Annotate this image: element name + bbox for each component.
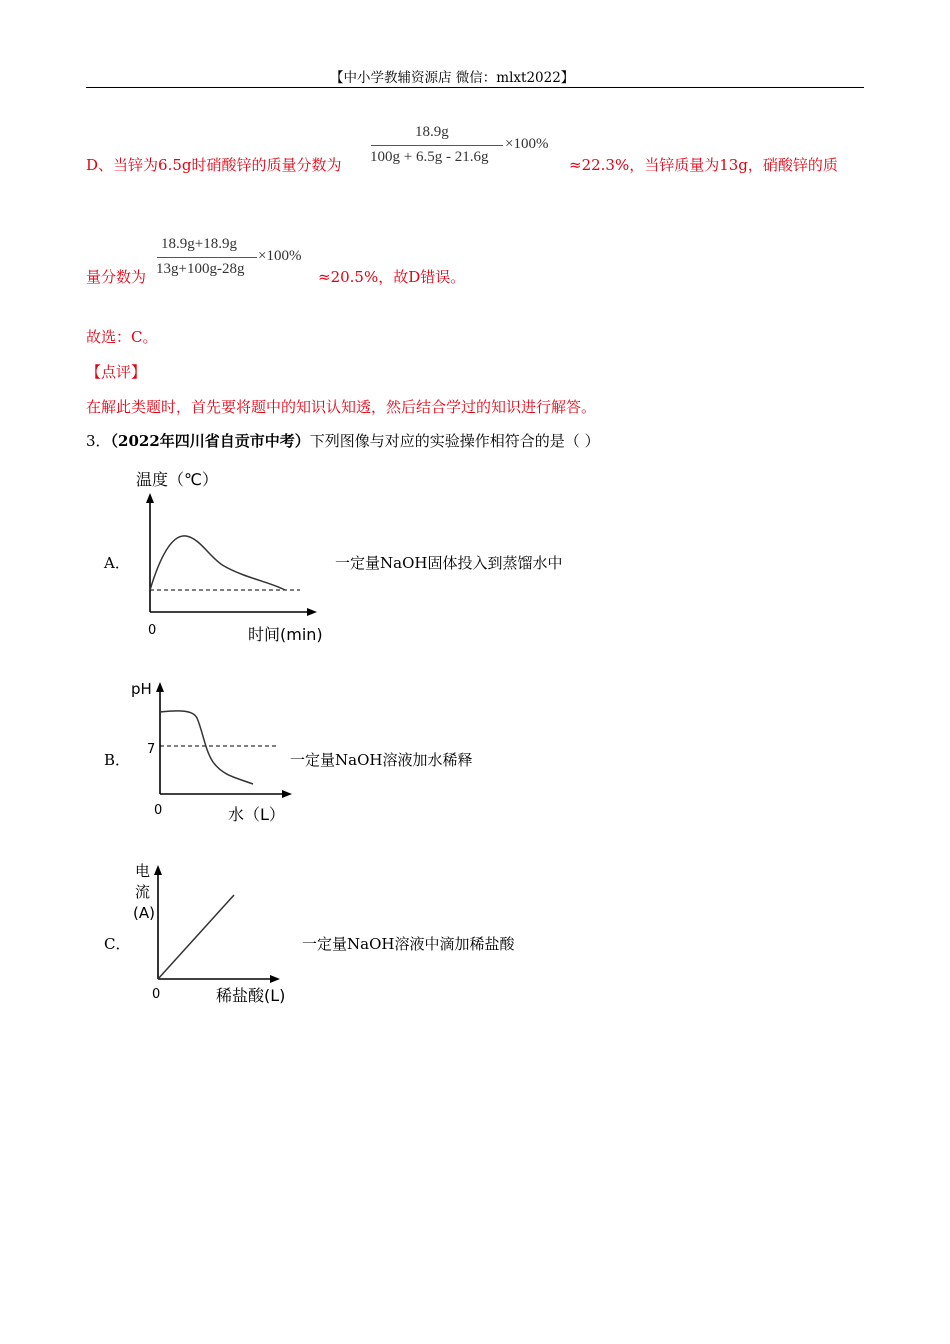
graph-c-y-label-1: 电	[135, 862, 151, 880]
graph-a-y-label: 温度（℃）	[136, 470, 218, 489]
header-divider	[86, 87, 864, 88]
graph-a	[120, 462, 340, 652]
option-d-line2-prefix: 量分数为	[86, 268, 147, 286]
option-b-text: 一定量NaOH溶液加水稀释	[290, 751, 473, 769]
answer-text: 故选：C。	[86, 328, 158, 346]
fraction-2-bar	[157, 257, 257, 258]
fraction-2-multiplier: ×100%	[258, 248, 302, 264]
option-d-line1-prefix: D、当锌为6.5g时硝酸锌的质量分数为	[86, 156, 342, 174]
graph-a-y-arrow	[146, 493, 154, 503]
graph-c	[125, 855, 310, 1015]
option-a-label: A．	[104, 554, 130, 572]
fraction-1-multiplier: ×100%	[505, 136, 549, 152]
option-c-text: 一定量NaOH溶液中滴加稀盐酸	[302, 935, 515, 953]
graph-b-ref-value: 7	[147, 742, 156, 757]
question-3	[86, 430, 600, 451]
question-stem: 下列图像与对应的实验操作相符合的是（ ）	[309, 432, 600, 450]
question-number: 3．	[86, 432, 111, 450]
option-c-label: C．	[104, 935, 131, 953]
graph-c-line	[158, 895, 234, 979]
question-source: （2022年四川省自贡市中考）	[110, 432, 310, 450]
graph-b-y-label: pH	[131, 680, 152, 698]
graph-b-curve	[160, 711, 253, 784]
fraction-1-denominator: 100g + 6.5g - 21.6g	[370, 149, 489, 165]
graph-c-x-label: 稀盐酸(L)	[216, 986, 286, 1005]
graph-c-x-arrow	[270, 975, 280, 983]
fraction-2	[155, 236, 315, 286]
graph-b	[125, 672, 305, 832]
comment-text: 在解此类题时，首先要将题中的知识认知透，然后结合学过的知识进行解答。	[86, 398, 597, 416]
fraction-1	[368, 124, 568, 174]
graph-c-y-label-3: (A)	[133, 904, 155, 922]
option-d-line1-suffix: ≈22.3%，当锌质量为13g，硝酸锌的质	[569, 156, 838, 174]
graph-b-origin: 0	[154, 803, 163, 818]
option-a-text: 一定量NaOH固体投入到蒸馏水中	[335, 554, 563, 572]
fraction-2-denominator: 13g+100g-28g	[156, 261, 245, 277]
graph-c-origin: 0	[152, 987, 161, 1002]
graph-c-y-arrow	[154, 865, 162, 875]
option-b-label: B．	[104, 751, 131, 769]
fraction-1-bar	[371, 145, 503, 146]
graph-b-y-arrow	[156, 682, 164, 692]
option-d-line2-suffix: ≈20.5%，故D错误。	[318, 268, 466, 286]
graph-b-x-arrow	[282, 790, 292, 798]
page-header: 【中小学教辅资源店 微信：mlxt2022】	[330, 70, 575, 86]
graph-a-x-arrow	[307, 608, 317, 616]
graph-a-x-label: 时间(min)	[248, 625, 323, 644]
fraction-2-numerator: 18.9g+18.9g	[161, 236, 237, 252]
fraction-1-numerator: 18.9g	[415, 124, 449, 140]
graph-c-y-label-2: 流	[135, 883, 151, 901]
comment-title: 【点评】	[86, 363, 147, 381]
graph-b-x-label: 水（L）	[228, 805, 285, 824]
graph-a-origin: 0	[148, 623, 157, 638]
graph-a-curve	[150, 536, 285, 590]
